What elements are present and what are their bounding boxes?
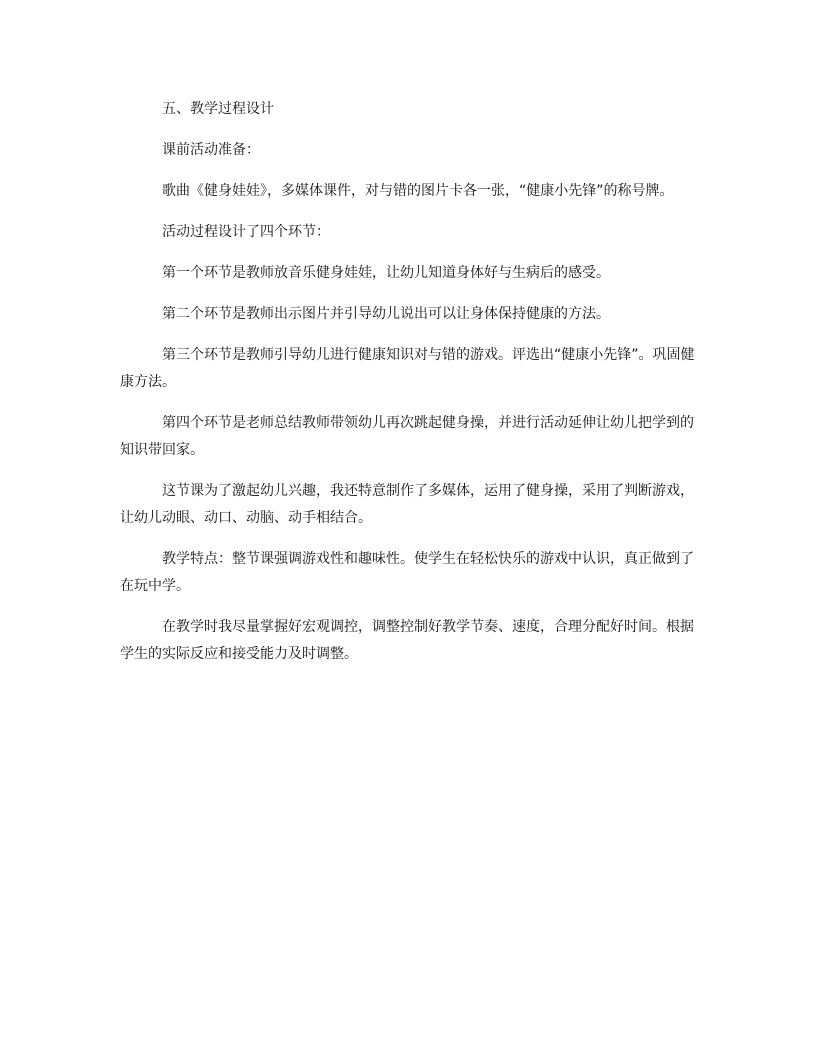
paragraph-preparation-heading: 课前活动准备：	[162, 142, 260, 158]
paragraph-materials: 歌曲《健身娃娃》，多媒体课件，对与错的图片卡各一张，“健康小先锋”的称号牌。	[162, 183, 674, 199]
section-heading: 五、教学过程设计	[162, 101, 274, 117]
paragraph-teaching-features: 教学特点：整节课强调游戏性和趣味性。使学生在轻松快乐的游戏中认识，真正做到了在玩中学。	[120, 551, 694, 594]
paragraph-step-2: 第二个环节是教师出示图片并引导幼儿说出可以让身体保持健康的方法。	[162, 306, 610, 322]
document-body	[120, 96, 700, 682]
paragraph-multimedia: 这节课为了激起幼儿兴趣，我还特意制作了多媒体，运用了健身操，采用了判断游戏，让幼儿动眼、动口、动脑、动手相结合。	[120, 483, 694, 526]
paragraph-step-4: 第四个环节是老师总结教师带领幼儿再次跳起健身操，并进行活动延伸让幼儿把学到的知识带回家。	[120, 415, 694, 458]
paragraph-teaching-control: 在教学时我尽量掌握好宏观调控，调整控制好教学节奏、速度，合理分配好时间。根据学生的实际反应和接受能力及时调整。	[120, 619, 694, 662]
paragraph-step-3: 第三个环节是教师引导幼儿进行健康知识对与错的游戏。评选出“健康小先锋”。巩固健康方法。	[120, 347, 695, 390]
paragraph-step-1: 第一个环节是教师放音乐健身娃娃，让幼儿知道身体好与生病后的感受。	[162, 265, 610, 281]
paragraph-process-intro: 活动过程设计了四个环节：	[162, 224, 330, 240]
